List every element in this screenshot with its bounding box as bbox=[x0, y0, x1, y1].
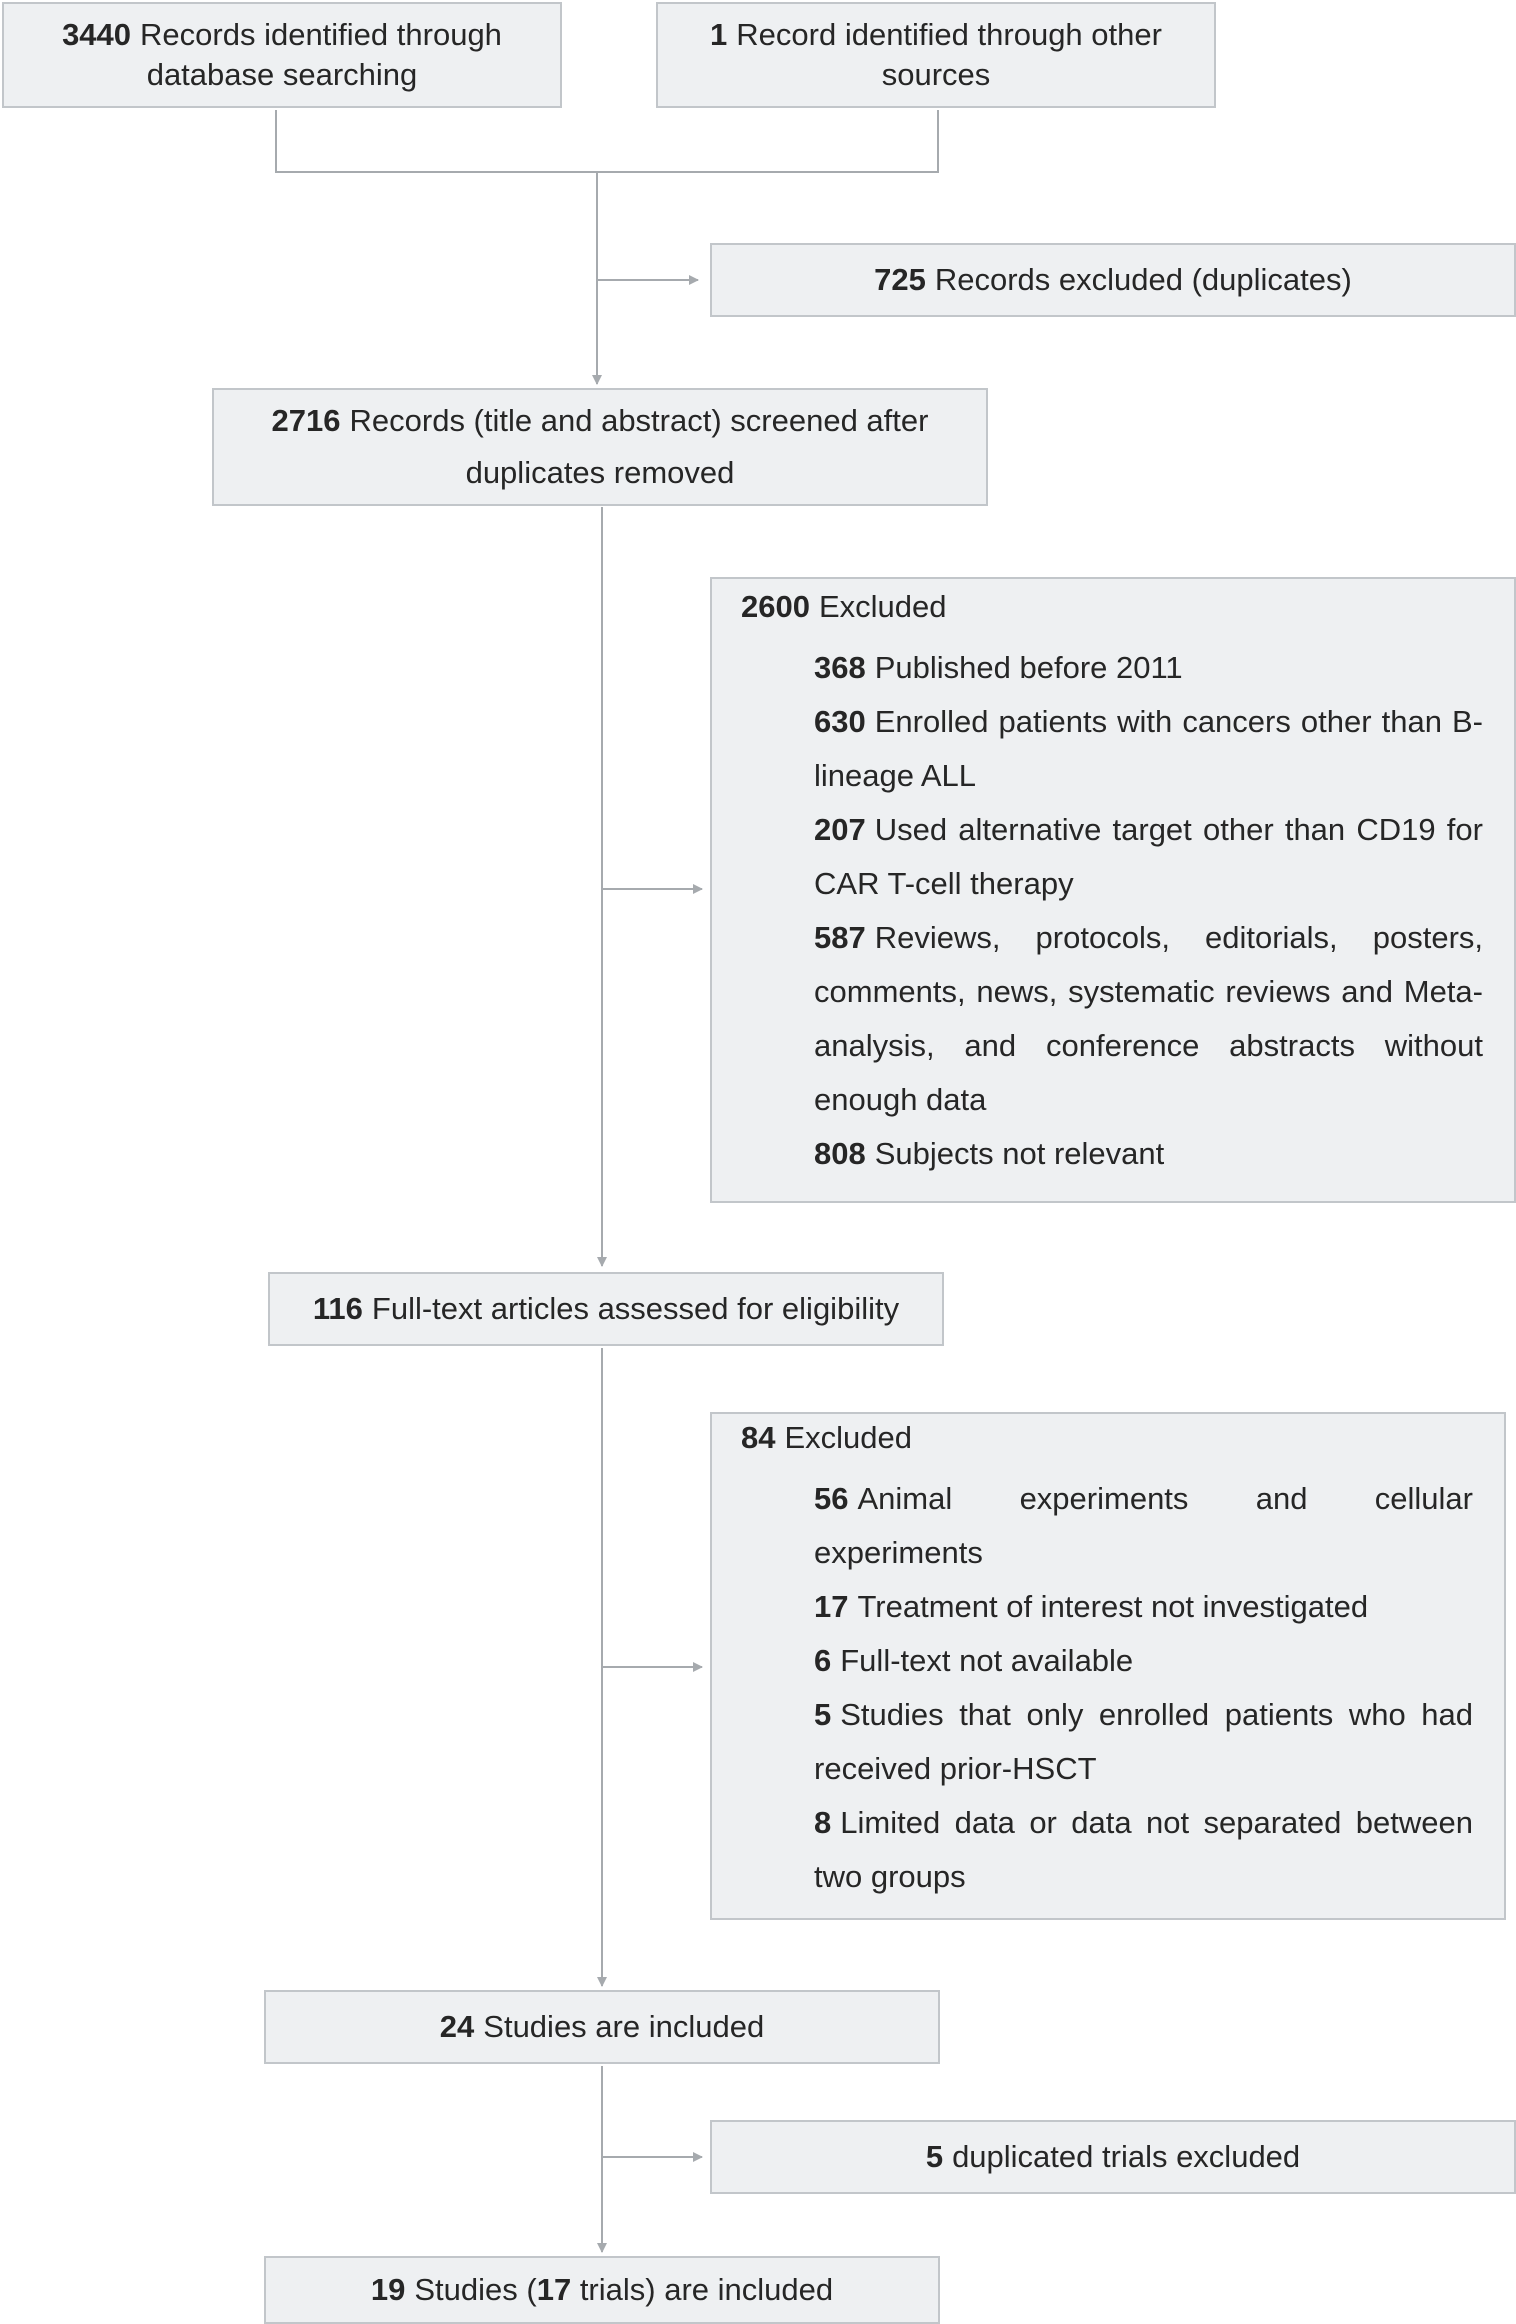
fulltext-count: 116 bbox=[312, 1291, 363, 1326]
fulltext-excluded-item: 8 Limited data or data not separated between two groups bbox=[814, 1805, 1473, 1894]
fulltext-excluded-box bbox=[710, 1412, 1506, 1920]
screen-excluded-item: 368 Published before 2011 bbox=[814, 650, 1183, 685]
database-count: 3440 bbox=[62, 17, 132, 52]
fulltext-excluded-label: Excluded bbox=[784, 1420, 913, 1455]
included-box bbox=[264, 1990, 940, 2064]
duplicates-count: 725 bbox=[874, 262, 926, 297]
dup-trials-excluded-box bbox=[710, 2120, 1516, 2194]
included-text: Studies are included bbox=[483, 2009, 765, 2044]
screen-excluded-label: Excluded bbox=[818, 589, 947, 624]
final-trials-count: 17 bbox=[536, 2272, 572, 2307]
merge-line bbox=[276, 110, 938, 172]
fulltext-excluded-count: 84 bbox=[741, 1420, 776, 1455]
dup-trials-text: duplicated trials excluded bbox=[952, 2139, 1301, 2174]
screen-excluded-box bbox=[710, 577, 1516, 1203]
database-records-box bbox=[2, 2, 562, 108]
fulltext-excluded-item: 56 Animal experiments and cellular experiments bbox=[814, 1481, 1473, 1570]
screened-box bbox=[212, 388, 988, 506]
screen-excluded-item: 630 Enrolled patients with cancers other than B-lineage ALL bbox=[814, 704, 1483, 793]
screened-count: 2716 bbox=[271, 403, 341, 438]
final-included-box bbox=[264, 2256, 940, 2324]
fulltext-text: Full-text articles assessed for eligibility bbox=[371, 1291, 900, 1326]
screen-excluded-count: 2600 bbox=[741, 589, 810, 624]
fulltext-excluded-item: 6 Full-text not available bbox=[814, 1643, 1134, 1678]
screen-excluded-item: 587 Reviews, protocols, editorials, posters, comments, news, systematic reviews and Meta-analysis, and conference abstracts without enough data bbox=[814, 920, 1483, 1117]
included-count: 24 bbox=[439, 2009, 475, 2044]
dup-trials-count: 5 bbox=[925, 2139, 944, 2174]
final-studies-count: 19 bbox=[370, 2272, 406, 2307]
duplicates-excluded-box bbox=[710, 243, 1516, 317]
other-text: Record identified through other sources bbox=[736, 17, 1162, 92]
screen-excluded-item: 808 Subjects not relevant bbox=[814, 1136, 1165, 1171]
duplicates-text: Records excluded (duplicates) bbox=[934, 262, 1352, 297]
screened-text: Records (title and abstract) screened after duplicates removed bbox=[349, 403, 929, 490]
database-text: Records identified through database searching bbox=[140, 17, 502, 92]
fulltext-excluded-item: 17 Treatment of interest not investigated bbox=[814, 1589, 1369, 1624]
other-sources-box bbox=[656, 2, 1216, 108]
fulltext-excluded-item: 5 Studies that only enrolled patients who had received prior-HSCT bbox=[814, 1697, 1473, 1786]
other-count: 1 bbox=[710, 17, 728, 52]
fulltext-box bbox=[268, 1272, 944, 1346]
screen-excluded-item: 207 Used alternative target other than CD19 for CAR T-cell therapy bbox=[814, 812, 1483, 901]
final-trials-text: trials) are included bbox=[579, 2272, 834, 2307]
final-studies-text: Studies ( bbox=[414, 2272, 537, 2307]
